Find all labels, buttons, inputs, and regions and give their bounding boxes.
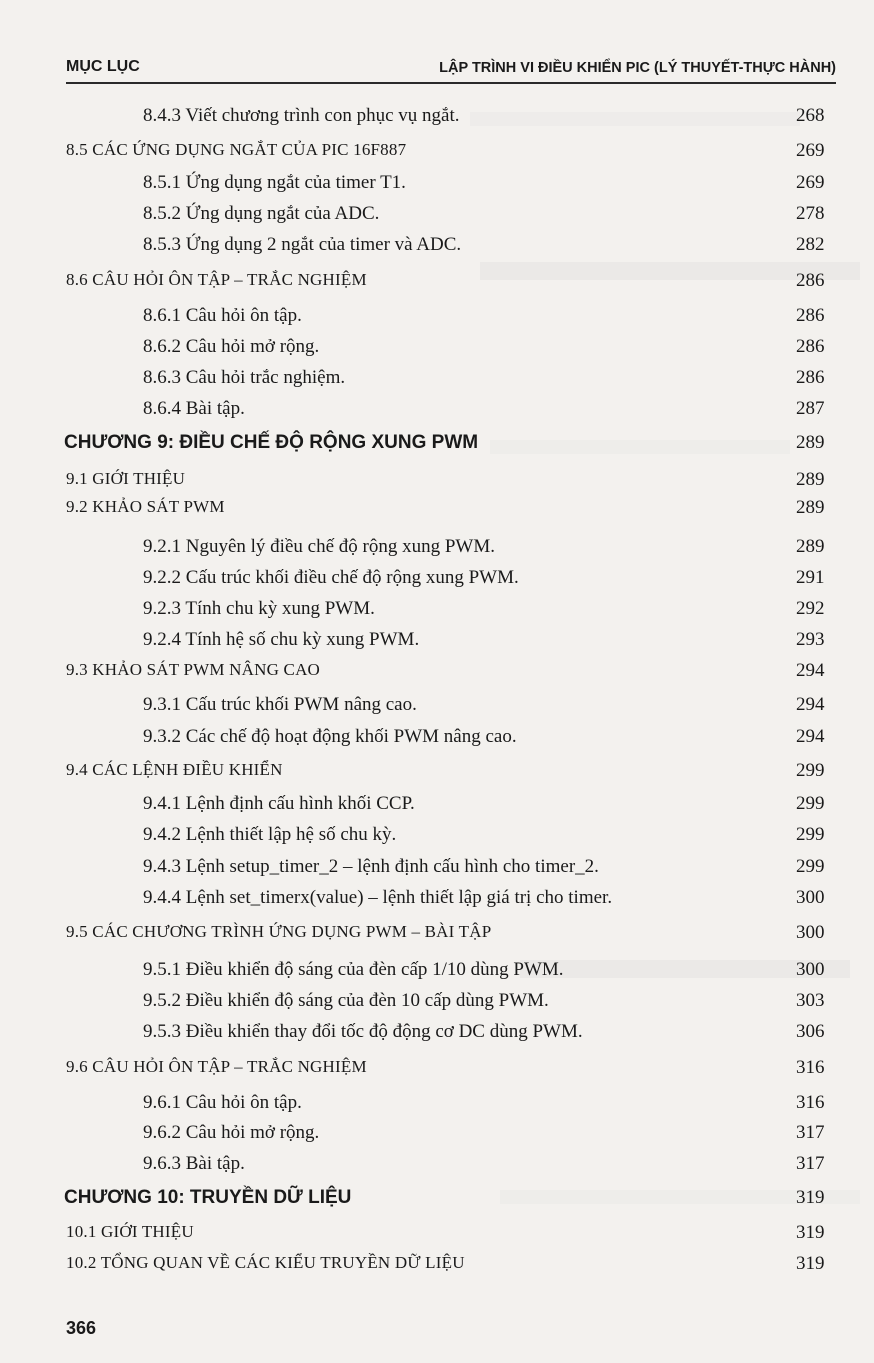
toc-entry-title: 9.3.1 Cấu trúc khối PWM nâng cao. (143, 694, 417, 715)
toc-entry-title: 9.2.2 Cấu trúc khối điều chế độ rộng xung PWM. (143, 567, 519, 588)
toc-entry-page: 294 (796, 694, 825, 715)
toc-entry-title: 9.4.2 Lệnh thiết lập hệ số chu kỳ. (143, 824, 397, 845)
toc-subsection-row (0, 1153, 874, 1183)
toc-subsection-row (0, 990, 874, 1020)
toc-entry-page: 300 (796, 922, 825, 943)
toc-entry-page: 293 (796, 629, 825, 650)
toc-chapter-row (0, 1187, 874, 1217)
toc-entry-title: 8.4.3 Viết chương trình con phục vụ ngắt. (143, 105, 460, 126)
toc-subsection-row (0, 105, 874, 135)
toc-entry-title: 9.2.1 Nguyên lý điều chế độ rộng xung PWM. (143, 536, 495, 557)
toc-entry-title: CHƯƠNG 10: TRUYỀN DỮ LIỆU (64, 1187, 352, 1208)
toc-entry-title: 9.6.2 Câu hỏi mở rộng. (143, 1122, 320, 1143)
toc-entry-page: 317 (796, 1122, 825, 1143)
toc-section-row (0, 760, 874, 790)
toc-entry-page: 289 (796, 536, 825, 557)
toc-entry-page: 303 (796, 990, 825, 1011)
toc-section-row (0, 922, 874, 952)
toc-entry-title: 9.4.3 Lệnh setup_timer_2 – lệnh định cấu hình cho timer_2. (143, 856, 599, 877)
toc-entry-page: 316 (796, 1057, 825, 1078)
toc-subsection-row (0, 1092, 874, 1122)
toc-section-row (0, 497, 874, 527)
toc-subsection-row (0, 726, 874, 756)
toc-entry-page: 306 (796, 1021, 825, 1042)
toc-entry-title: 9.4 CÁC LỆNH ĐIỀU KHIỂN (66, 760, 283, 779)
toc-entry-title: CHƯƠNG 9: ĐIỀU CHẾ ĐỘ RỘNG XUNG PWM (64, 432, 479, 453)
toc-subsection-row (0, 629, 874, 659)
toc-entry-title: 9.2.4 Tính hệ số chu kỳ xung PWM. (143, 629, 420, 650)
toc-subsection-row (0, 203, 874, 233)
toc-section-row (0, 270, 874, 300)
toc-entry-title: 9.5.2 Điều khiển độ sáng của đèn 10 cấp dùng PWM. (143, 990, 549, 1011)
toc-entry-title: 8.5 CÁC ỨNG DỤNG NGẮT CỦA PIC 16F887 (66, 140, 407, 159)
toc-entry-title: 9.5 CÁC CHƯƠNG TRÌNH ỨNG DỤNG PWM – BÀI TẬP (66, 922, 492, 941)
toc-entry-page: 317 (796, 1153, 825, 1174)
toc-entry-title: 9.2.3 Tính chu kỳ xung PWM. (143, 598, 375, 619)
toc-subsection-row (0, 887, 874, 917)
toc-entry-title: 9.3.2 Các chế độ hoạt động khối PWM nâng cao. (143, 726, 517, 747)
toc-entry-page: 278 (796, 203, 825, 224)
toc-entry-page: 299 (796, 793, 825, 814)
toc-entry-page: 299 (796, 760, 825, 781)
toc-entry-page: 286 (796, 305, 825, 326)
toc-subsection-row (0, 856, 874, 886)
toc-entry-title: 9.1 GIỚI THIỆU (66, 469, 186, 488)
toc-entry-page: 294 (796, 726, 825, 747)
toc-subsection-row (0, 234, 874, 264)
toc-entry-page: 292 (796, 598, 825, 619)
toc-entry-title: 10.1 GIỚI THIỆU (66, 1222, 194, 1241)
toc-entry-title: 8.5.1 Ứng dụng ngắt của timer T1. (143, 172, 406, 193)
toc-section-row (0, 1222, 874, 1252)
toc-entry-page: 289 (796, 497, 825, 518)
toc-entry-title: 8.6.1 Câu hỏi ôn tập. (143, 305, 302, 326)
header-section-title: MỤC LỤC (66, 58, 140, 75)
toc-entry-page: 319 (796, 1253, 825, 1274)
toc-entry-page: 319 (796, 1187, 825, 1208)
toc-entry-page: 289 (796, 469, 825, 490)
toc-entry-title: 9.4.1 Lệnh định cấu hình khối CCP. (143, 793, 415, 814)
toc-entry-page: 299 (796, 824, 825, 845)
toc-subsection-row (0, 824, 874, 854)
toc-entry-page: 300 (796, 959, 825, 980)
toc-entry-title: 9.4.4 Lệnh set_timerx(value) – lệnh thiết lập giá trị cho timer. (143, 887, 613, 908)
toc-entry-title: 8.6 CÂU HỎI ÔN TẬP – TRẮC NGHIỆM (66, 270, 367, 289)
toc-section-row (0, 660, 874, 690)
toc-entry-title: 8.6.3 Câu hỏi trắc nghiệm. (143, 367, 346, 388)
toc-entry-page: 268 (796, 105, 825, 126)
toc-subsection-row (0, 793, 874, 823)
toc-subsection-row (0, 367, 874, 397)
toc-subsection-row (0, 305, 874, 335)
toc-entry-page: 269 (796, 140, 825, 161)
toc-entry-page: 287 (796, 398, 825, 419)
toc-entry-page: 294 (796, 660, 825, 681)
toc-subsection-row (0, 336, 874, 366)
toc-entry-title: 8.6.2 Câu hỏi mở rộng. (143, 336, 320, 357)
toc-entry-page: 289 (796, 432, 825, 453)
toc-subsection-row (0, 1122, 874, 1152)
toc-entry-title: 8.6.4 Bài tập. (143, 398, 245, 419)
toc-entry-title: 9.3 KHẢO SÁT PWM NÂNG CAO (66, 660, 321, 679)
toc-entry-title: 9.6 CÂU HỎI ÔN TẬP – TRẮC NGHIỆM (66, 1057, 367, 1076)
toc-subsection-row (0, 959, 874, 989)
toc-subsection-row (0, 398, 874, 428)
toc-section-row (0, 140, 874, 170)
toc-entry-title: 8.5.3 Ứng dụng 2 ngắt của timer và ADC. (143, 234, 462, 255)
toc-entry-page: 286 (796, 270, 825, 291)
toc-subsection-row (0, 694, 874, 724)
toc-subsection-row (0, 1021, 874, 1051)
toc-entry-title: 8.5.2 Ứng dụng ngắt của ADC. (143, 203, 380, 224)
toc-entry-page: 316 (796, 1092, 825, 1113)
toc-entry-title: 9.2 KHẢO SÁT PWM (66, 497, 225, 516)
toc-entry-title: 9.6.3 Bài tập. (143, 1153, 245, 1174)
toc-entry-page: 282 (796, 234, 825, 255)
toc-entry-page: 269 (796, 172, 825, 193)
toc-subsection-row (0, 536, 874, 566)
header-book-title: LẬP TRÌNH VI ĐIỀU KHIỂN PIC (LÝ THUYẾT-THỰC HÀNH) (439, 60, 836, 76)
toc-subsection-row (0, 172, 874, 202)
toc-entry-page: 300 (796, 887, 825, 908)
toc-entry-title: 9.6.1 Câu hỏi ôn tập. (143, 1092, 302, 1113)
toc-entry-page: 286 (796, 336, 825, 357)
toc-chapter-row (0, 432, 874, 462)
toc-subsection-row (0, 598, 874, 628)
toc-entry-page: 286 (796, 367, 825, 388)
toc-entry-title: 9.5.1 Điều khiển độ sáng của đèn cấp 1/10 dùng PWM. (143, 959, 564, 980)
toc-section-row (0, 1057, 874, 1087)
toc-entry-page: 299 (796, 856, 825, 877)
toc-section-row (0, 1253, 874, 1283)
toc-section-row (0, 469, 874, 499)
toc-subsection-row (0, 567, 874, 597)
toc-entry-page: 319 (796, 1222, 825, 1243)
page-number: 366 (66, 1318, 97, 1338)
toc-entry-title: 10.2 TỔNG QUAN VỀ CÁC KIỂU TRUYỀN DỮ LIỆU (66, 1253, 465, 1272)
toc-entry-title: 9.5.3 Điều khiển thay đổi tốc độ động cơ DC dùng PWM. (143, 1021, 583, 1042)
toc-entry-page: 291 (796, 567, 825, 588)
